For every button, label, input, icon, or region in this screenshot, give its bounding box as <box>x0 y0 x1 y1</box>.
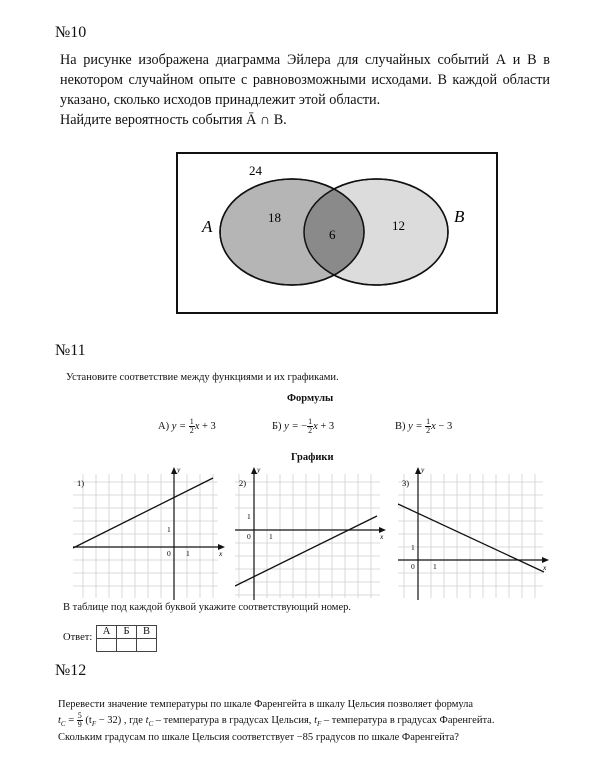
task-text <box>60 50 550 130</box>
graph-3 <box>398 462 552 602</box>
answer-table <box>96 625 157 652</box>
outside-count: 24 <box>249 163 262 178</box>
task-line-3: Скольким градусам по шкале Цельсия соответствует −85 градусов по шкале Фаренгейта? <box>58 732 459 743</box>
table-instruction: В таблице под каждой буквой укажите соответствующий номер. <box>63 602 351 613</box>
task-number: №12 <box>55 662 87 679</box>
answer-cell-c[interactable] <box>137 639 157 652</box>
answer-header-c: В <box>137 626 157 639</box>
x-unit-label: 1 <box>433 562 437 571</box>
y-unit-label: 1 <box>167 525 171 534</box>
origin-label: 0 <box>247 532 251 541</box>
answer-header-a: А <box>97 626 117 639</box>
formulas-title: Формулы <box>287 393 334 404</box>
task-instruction: Установите соответствие между функциями и их графиками. <box>66 372 339 383</box>
formula-b: Б) y = − $\frac{1}{2}$ x + 3 <box>272 417 335 435</box>
task-number: №11 <box>55 342 86 359</box>
task-question: Найдите вероятность события Ā ∩ B. <box>60 112 287 128</box>
task-statement: На рисунке изображена диаграмма Эйлера для случайных событий А и В в некотором случайном опыте с равновозможными исходами. В каждой области указано, сколько исходов принадлежит этой области. <box>60 52 550 108</box>
x-unit-label: 1 <box>269 532 273 541</box>
formula-c: В) y = $\frac{1}{2}$ x − 3 <box>395 417 453 435</box>
label-a: A <box>202 217 213 236</box>
y-axis-label: y <box>257 465 261 474</box>
answer-label: Ответ: <box>63 632 93 643</box>
graph-1 <box>73 462 229 602</box>
task-line-1: Перевести значение температуры по шкале Фаренгейта в шкалу Цельсия позволяет формула <box>58 699 474 710</box>
answer-header-b: Б <box>117 626 137 639</box>
graph-label: 3) <box>402 478 410 488</box>
y-axis-label: y <box>421 465 425 474</box>
label-b: B <box>454 207 465 226</box>
answer-cell-a[interactable] <box>97 639 117 652</box>
origin-label: 0 <box>411 562 415 571</box>
x-unit-label: 1 <box>186 549 190 558</box>
task-text <box>58 698 558 745</box>
graph-line <box>73 478 213 548</box>
y-unit-label: 1 <box>247 512 251 521</box>
formula-a: А) y = $\frac{1}{2}$ x + 3 <box>158 417 216 435</box>
answer-cell-b[interactable] <box>117 639 137 652</box>
task-number: №10 <box>55 24 87 41</box>
task-line-2: $t_C$ = $\frac{5}{9}$ $(t_F - 32)$ , где $t_C$ – температура в градусах Цельсия, $t_F$ – температура в градусах Фаренгейта. <box>58 711 495 729</box>
x-axis-label: x <box>543 563 547 572</box>
intersection-count: 6 <box>329 227 336 242</box>
graph-label: 1) <box>77 478 85 488</box>
origin-label: 0 <box>167 549 171 558</box>
x-axis-label: x <box>380 532 384 541</box>
graphs-title: Графики <box>291 452 334 463</box>
y-unit-label: 1 <box>411 543 415 552</box>
euler-diagram <box>176 152 498 314</box>
x-axis-label: x <box>219 549 223 558</box>
only-b-count: 12 <box>392 218 405 233</box>
graph-2 <box>235 462 389 602</box>
graph-label: 2) <box>239 478 247 488</box>
y-axis-label: y <box>177 465 181 474</box>
only-a-count: 18 <box>268 210 281 225</box>
